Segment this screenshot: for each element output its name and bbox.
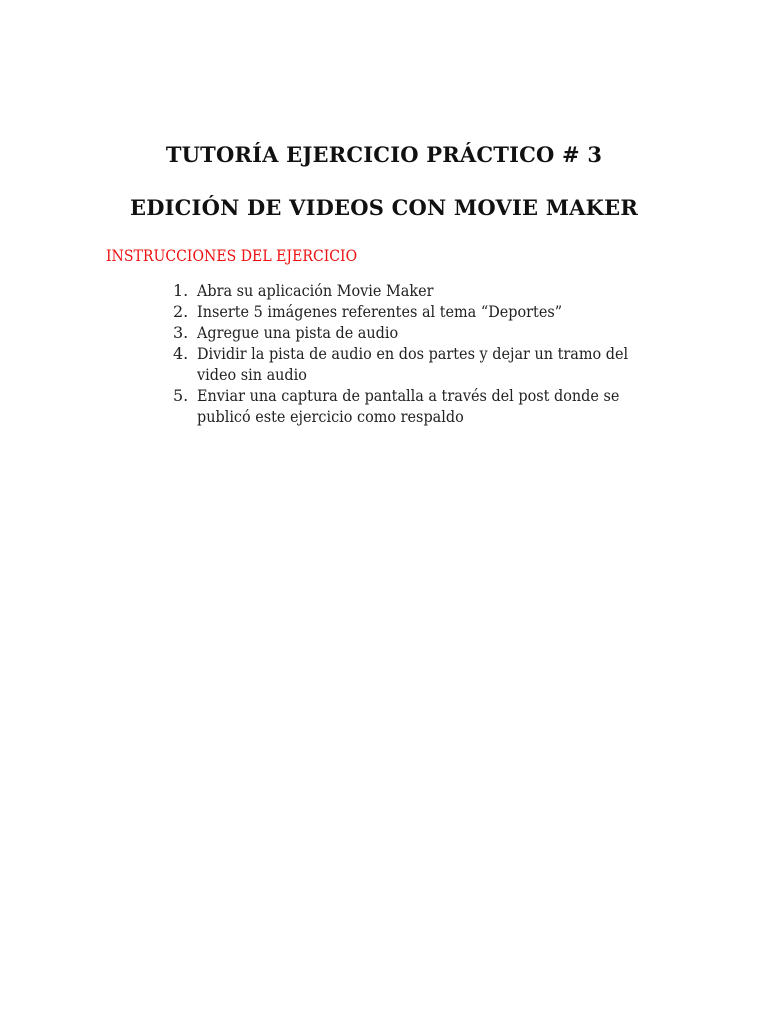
list-item-number: 3. <box>173 323 189 342</box>
list-item <box>173 301 677 322</box>
list-item-text <box>197 280 629 301</box>
list-item-text <box>197 343 629 385</box>
list-item <box>173 385 677 427</box>
list-item-number: 1. <box>173 281 189 300</box>
list-item <box>173 343 677 385</box>
list-item-line: video sin audio <box>197 365 307 384</box>
list-item-line: Enviar una captura de pantalla a través del post donde se <box>197 386 620 405</box>
list-item-number: 4. <box>173 344 189 363</box>
list-item-text <box>197 301 629 322</box>
list-item-line: Dividir la pista de audio en dos partes y dejar un tramo del <box>197 344 629 363</box>
document-title: TUTORÍA EJERCICIO PRÁCTICO # 3 <box>165 142 603 167</box>
list-item-text <box>197 322 629 343</box>
list-item-number: 5. <box>173 386 189 405</box>
list-item-line: Agregue una pista de audio <box>197 323 399 342</box>
list-item-line: publicó este ejercicio como respaldo <box>197 407 464 426</box>
list-item <box>173 280 677 301</box>
list-item-line: Inserte 5 imágenes referentes al tema “Deportes” <box>197 302 563 321</box>
list-item-line: Abra su aplicación Movie Maker <box>197 281 434 300</box>
section-heading: INSTRUCCIONES DEL EJERCICIO <box>106 246 358 265</box>
document-subtitle: EDICIÓN DE VIDEOS CON MOVIE MAKER <box>130 195 638 220</box>
list-item-number: 2. <box>173 302 189 321</box>
list-item-text <box>197 385 629 427</box>
instruction-list <box>173 280 677 427</box>
list-item <box>173 322 677 343</box>
